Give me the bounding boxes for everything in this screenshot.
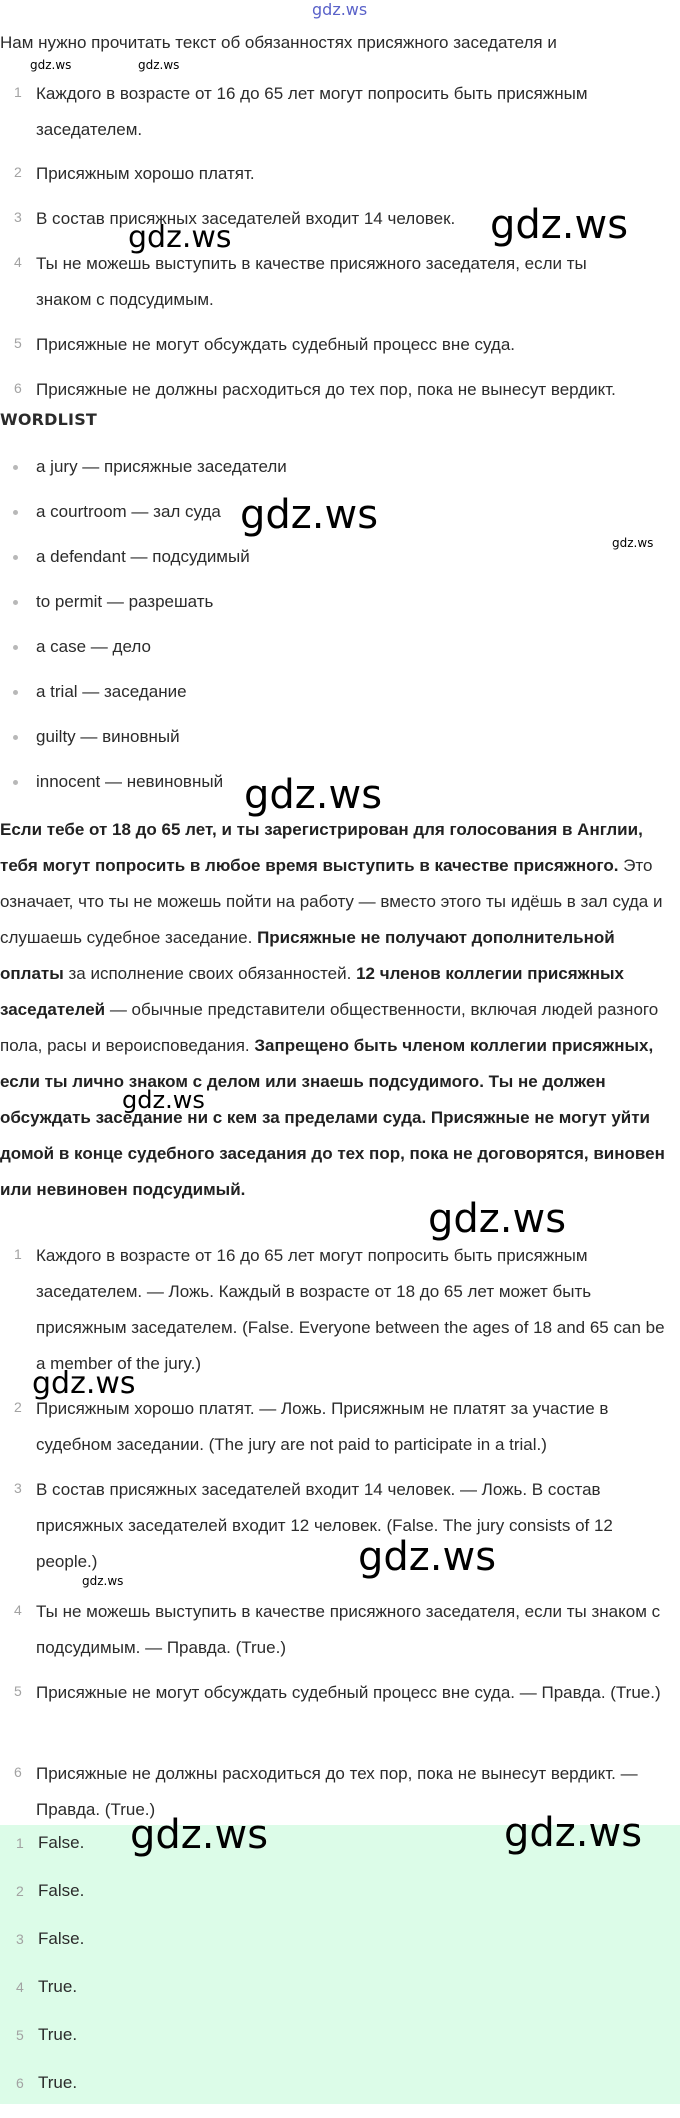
list-item <box>0 1974 680 2022</box>
plain-text: за исполнение своих обязанностей. <box>63 964 357 983</box>
watermark: gdz.ws <box>244 772 383 818</box>
list-item <box>0 2070 680 2118</box>
bullet-icon <box>13 555 18 560</box>
item-number: 2 <box>14 1399 22 1415</box>
item-number: 4 <box>14 254 22 270</box>
watermark: gdz.ws <box>30 58 72 72</box>
item-text: Присяжные не должны расходиться до тех пор, пока не вынесут вердикт. <box>36 380 616 399</box>
watermark: gdz.ws <box>128 220 232 255</box>
item-text: В состав присяжных заседателей входит 14 человек. — Ложь. В состав присяжных заседателей входит 12 человек. (False. The jury consists of 12 people.) <box>36 1480 613 1571</box>
item-text: Присяжным хорошо платят. <box>36 164 255 183</box>
plain-text: Это означает, что ты не можешь пойти на работу — вместо этого ты идёшь в зал суда и слушаешь судебное заседание. <box>0 856 663 947</box>
item-text: True. <box>38 2073 78 2092</box>
item-number: 1 <box>16 1835 24 1851</box>
bullet-icon <box>13 465 18 470</box>
watermark: gdz.ws <box>612 536 654 550</box>
article-paragraph <box>0 812 676 1208</box>
word-entry: a trial — заседание <box>36 682 187 701</box>
short-answer-list <box>0 1830 680 2118</box>
watermark: gdz.ws <box>138 58 180 72</box>
list-item <box>0 546 680 591</box>
watermark: gdz.ws <box>312 0 368 19</box>
item-text: Ты не можешь выступить в качестве присяжного заседателя, если ты знаком с подсудимым. <box>36 254 587 309</box>
list-item <box>0 726 680 771</box>
item-number: 1 <box>14 1246 22 1262</box>
item-number: 2 <box>16 1883 24 1899</box>
item-number: 2 <box>14 164 22 180</box>
list-item <box>0 1926 680 1974</box>
item-number: 5 <box>14 1683 22 1699</box>
list-item <box>0 636 680 681</box>
list-item <box>0 681 680 726</box>
word-entry: a jury — присяжные заседатели <box>36 457 287 476</box>
item-number: 6 <box>16 2075 24 2091</box>
item-text: Присяжные не должны расходиться до тех пор, пока не вынесут вердикт. — Правда. (True.) <box>36 1764 638 1819</box>
word-entry: to permit — разрешать <box>36 592 214 611</box>
word-entry: a case — дело <box>36 637 151 656</box>
item-number: 5 <box>16 2027 24 2043</box>
item-number: 3 <box>14 209 22 225</box>
bold-text: Присяжные не получают дополнительной оплаты <box>0 928 615 983</box>
bullet-icon <box>13 780 18 785</box>
bullet-icon <box>13 510 18 515</box>
bold-text: 12 членов коллегии присяжных заседателей <box>0 964 624 1019</box>
bold-text: Если тебе от 18 до 65 лет, и ты зарегистрирован для голосования в Англии, тебя могут попросить в любое время выступить в качестве присяжного. <box>0 820 643 875</box>
watermark: gdz.ws <box>32 1366 136 1401</box>
item-number: 5 <box>14 335 22 351</box>
word-entry: a courtroom — зал суда <box>36 502 221 521</box>
watermark: gdz.ws <box>240 492 379 538</box>
watermark: gdz.ws <box>428 1196 567 1242</box>
item-number: 1 <box>14 84 22 100</box>
bold-text: Запрещено быть членом коллегии присяжных, если ты лично знаком с делом или знаешь подсудимого. Ты не должен обсуждать заседание ни с кем за пределами суда. Присяжные не могут уйти домой в конце судебного заседания до тех пор, пока не договорятся, виновен или невиновен подсудимый. <box>0 1036 665 1199</box>
item-number: 6 <box>14 1764 22 1780</box>
item-text: False. <box>38 1881 85 1900</box>
word-entry: innocent — невиновный <box>36 772 224 791</box>
item-text: Присяжным хорошо платят. — Ложь. Присяжным не платят за участие в судебном заседании. (The jury are not paid to participate in a trial.) <box>36 1399 609 1454</box>
item-text: Каждого в возрасте от 16 до 65 лет могут попросить быть присяжным заседателем. <box>36 84 588 139</box>
bullet-icon <box>13 690 18 695</box>
watermark: gdz.ws <box>504 1810 643 1856</box>
list-item <box>0 1878 680 1926</box>
item-text: Присяжные не могут обсуждать судебный процесс вне суда. <box>36 335 516 354</box>
watermark: gdz.ws <box>358 1534 497 1580</box>
bullet-icon <box>13 645 18 650</box>
bullet-icon <box>13 735 18 740</box>
list-item <box>0 2022 680 2070</box>
word-entry: guilty — виновный <box>36 727 180 746</box>
item-text: Присяжные не могут обсуждать судебный процесс вне суда. — Правда. (True.) <box>36 1683 661 1702</box>
item-text: True. <box>38 1977 78 1996</box>
item-text: В состав присяжных заседателей входит 14 человек. <box>36 209 456 228</box>
bullet-icon <box>13 600 18 605</box>
item-number: 4 <box>14 1602 22 1618</box>
item-number: 6 <box>14 380 22 396</box>
item-text: Ты не можешь выступить в качестве присяжного заседателя, если ты знаком с подсудимым. — Правда. (True.) <box>36 1602 661 1657</box>
watermark: gdz.ws <box>130 1812 269 1858</box>
intro-text: Нам нужно прочитать текст об обязанностях присяжного заседателя и <box>0 33 557 52</box>
wordlist-heading: WORDLIST <box>0 410 98 429</box>
item-text: True. <box>38 2025 78 2044</box>
item-text: Каждого в возрасте от 16 до 65 лет могут попросить быть присяжным заседателем. — Ложь. Каждый в возрасте от 18 до 65 лет может быть присяжным заседателем. (False. Everyone between the ages of 18 and 65 can be a member of the jury.) <box>36 1246 665 1373</box>
item-number: 4 <box>16 1979 24 1995</box>
watermark: gdz.ws <box>122 1086 205 1114</box>
plain-text: — обычные представители общественности, включая людей разного пола, расы и вероисповедания. <box>0 1000 659 1055</box>
list-item <box>0 591 680 636</box>
item-number: 3 <box>16 1931 24 1947</box>
watermark: gdz.ws <box>490 202 629 248</box>
item-text: False. <box>38 1833 85 1852</box>
item-number: 3 <box>14 1480 22 1496</box>
word-entry: a defendant — подсудимый <box>36 547 250 566</box>
item-text: False. <box>38 1929 85 1948</box>
watermark: gdz.ws <box>82 1574 124 1588</box>
